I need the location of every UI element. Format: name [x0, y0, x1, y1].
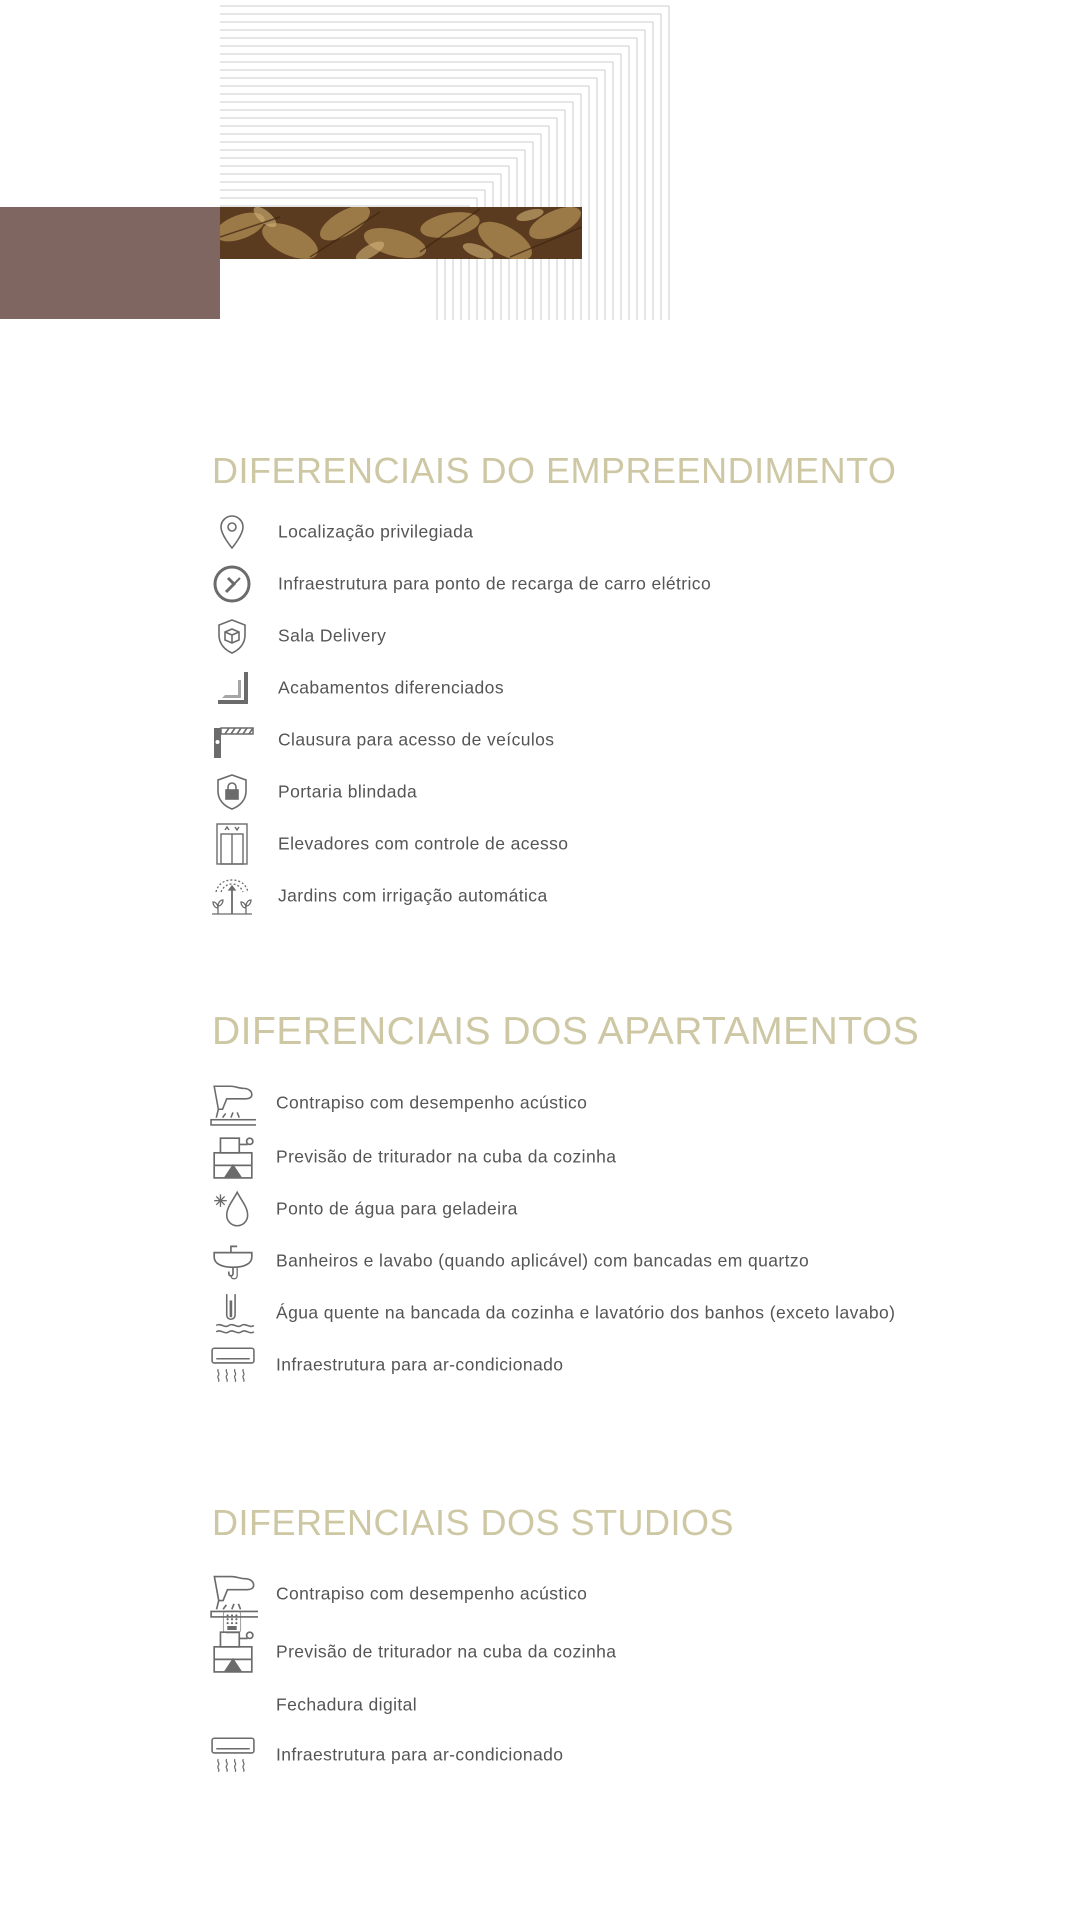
grinder-icon	[210, 1134, 256, 1180]
list-item	[210, 1682, 1030, 1728]
section-title-studios: DIFERENCIAIS DOS STUDIOS	[212, 1502, 735, 1543]
item-label: Elevadores com controle de acesso	[278, 833, 569, 854]
ev-plug-icon	[210, 562, 254, 606]
air-conditioner-icon	[210, 1732, 256, 1778]
lock-shield-icon	[210, 770, 254, 814]
list-item	[210, 1238, 1030, 1284]
leaf-image-strip	[220, 207, 582, 259]
item-label: Infraestrutura para ar-condicionado	[276, 1354, 564, 1375]
list-item	[210, 614, 1030, 658]
package-shield-icon	[210, 614, 254, 658]
line-pattern	[220, 0, 675, 320]
list-item	[210, 874, 1030, 918]
item-label: Jardins com irrigação automática	[278, 885, 548, 906]
section-title-apartamentos: DIFERENCIAIS DOS APARTAMENTOS	[212, 1010, 920, 1053]
barrier-gate-icon	[210, 718, 254, 762]
list-item	[210, 1134, 1030, 1180]
item-label: Previsão de triturador na cuba da cozinha	[276, 1146, 617, 1167]
hot-water-icon	[210, 1290, 256, 1336]
water-drop-snowflake-icon	[210, 1186, 256, 1232]
sprinkler-icon	[210, 874, 254, 918]
item-label: Fechadura digital	[276, 1694, 418, 1715]
list-item	[210, 1342, 1030, 1388]
list-item	[210, 1186, 1030, 1232]
list-item	[210, 1570, 1030, 1618]
list-item	[210, 510, 1030, 554]
brown-block	[0, 207, 220, 319]
list-item	[210, 822, 1030, 866]
digital-lock-icon	[220, 1602, 244, 1642]
item-label: Infraestrutura para ar-condicionado	[276, 1744, 564, 1765]
sink-icon	[210, 1238, 256, 1284]
corner-finish-icon	[210, 666, 254, 710]
list-item	[210, 1628, 1030, 1676]
air-conditioner-icon	[210, 1342, 256, 1388]
item-label: Previsão de triturador na cuba da cozinha	[276, 1641, 617, 1662]
item-label: Acabamentos diferenciados	[278, 677, 504, 698]
item-label: Clausura para acesso de veículos	[278, 729, 555, 750]
list-item	[210, 666, 1030, 710]
item-label: Sala Delivery	[278, 625, 387, 646]
list-item	[210, 1080, 1030, 1126]
item-label: Ponto de água para geladeira	[276, 1198, 518, 1219]
item-label: Água quente na bancada da cozinha e lavatório dos banhos (exceto lavabo)	[276, 1302, 896, 1323]
list-item	[210, 1290, 1030, 1336]
heel-floor-icon	[210, 1080, 256, 1126]
list-item	[210, 770, 1030, 814]
item-label: Portaria blindada	[278, 781, 418, 802]
hero-graphic	[0, 0, 1080, 320]
item-label: Localização privilegiada	[278, 521, 474, 542]
section-title-empreendimento: DIFERENCIAIS DO EMPREENDIMENTO	[212, 450, 897, 491]
item-label: Banheiros e lavabo (quando aplicável) com bancadas em quartzo	[276, 1250, 810, 1271]
item-label: Contrapiso com desempenho acústico	[276, 1092, 588, 1113]
item-label: Contrapiso com desempenho acústico	[276, 1583, 588, 1604]
list-item	[210, 1732, 1030, 1778]
elevator-icon	[210, 822, 254, 866]
list-item	[210, 562, 1030, 606]
list-item	[210, 718, 1030, 762]
item-label: Infraestrutura para ponto de recarga de carro elétrico	[278, 573, 712, 594]
location-pin-icon	[210, 510, 254, 554]
